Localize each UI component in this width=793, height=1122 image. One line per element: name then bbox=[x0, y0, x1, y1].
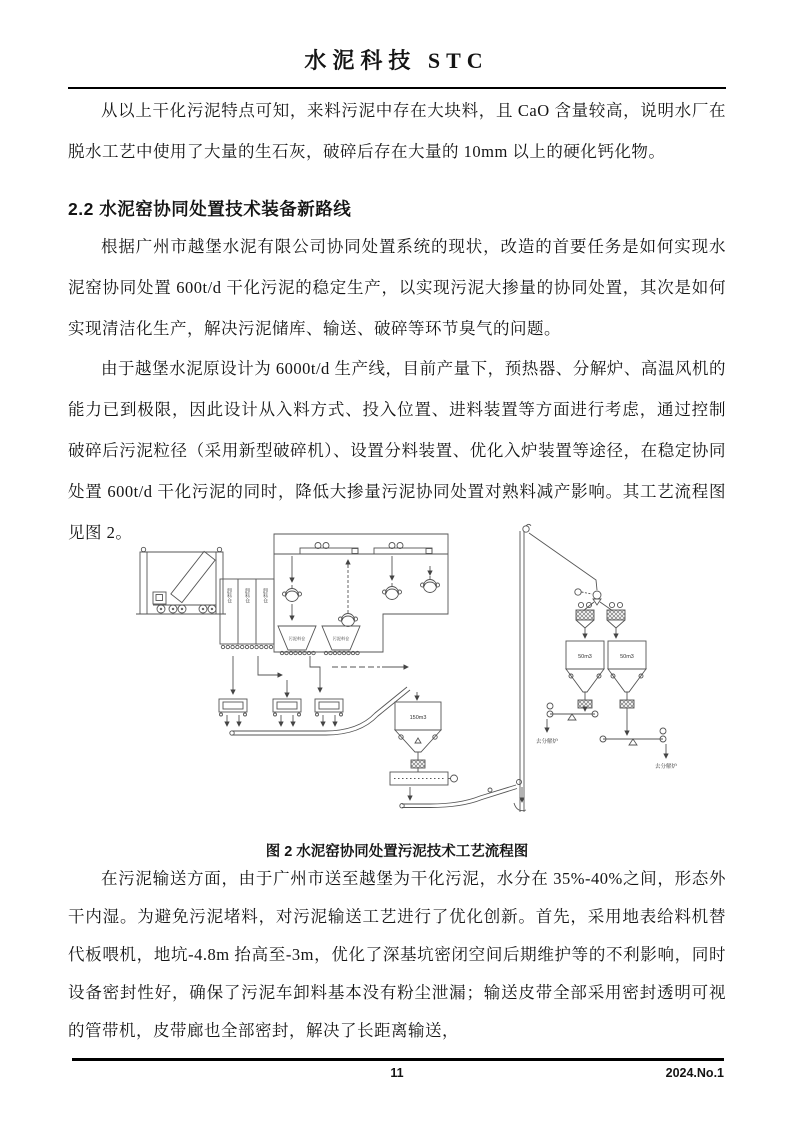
bin-label-1: 卸料仓 bbox=[226, 588, 232, 603]
footer bbox=[68, 1066, 726, 1082]
splitter-and-silos bbox=[529, 533, 646, 735]
bin-label-3: 卸料仓 bbox=[262, 588, 268, 603]
silo50-label-1: 50m3 bbox=[578, 654, 592, 660]
hopper-label-2: 污泥料仓 bbox=[332, 636, 350, 641]
figure-2 bbox=[120, 522, 740, 834]
to-calciner-label-2: 去分解炉 bbox=[654, 764, 678, 770]
pipe-conveyor-1 bbox=[230, 687, 410, 735]
silo150-label: 150m3 bbox=[409, 715, 427, 721]
screw-conveyor-icons bbox=[221, 645, 272, 648]
bin-label-2: 卸料仓 bbox=[244, 588, 250, 603]
transfer-arrows bbox=[233, 656, 408, 697]
calciner-feed-belts bbox=[536, 703, 678, 770]
content-column bbox=[68, 0, 726, 1122]
crane-bridge-1 bbox=[300, 548, 358, 554]
header-rule bbox=[68, 87, 726, 89]
figure-caption: 图 2 水泥窑协同处置污泥技术工艺流程图 bbox=[265, 844, 529, 860]
hopper-label-1: 污泥料仓 bbox=[288, 636, 306, 641]
footer-rule bbox=[72, 1058, 724, 1061]
grab-bucket-icons bbox=[283, 576, 440, 627]
unloading-bins bbox=[220, 579, 274, 649]
tipped-truck-bed bbox=[171, 551, 215, 602]
crane-bridge-2 bbox=[374, 548, 432, 554]
bucket-elevator-tower bbox=[514, 524, 531, 812]
to-calciner-label-1: 去分解炉 bbox=[535, 739, 559, 745]
buffer-hopper-150m3 bbox=[390, 692, 458, 800]
paragraph-1: 从以上干化污泥特点可知，来料污泥中存在大块料，且 CaO 含量较高，说明水厂在脱水工艺中使用了大量的生石灰，破碎后存在大量的 10mm 以上的硬化钙化物。 bbox=[68, 101, 726, 161]
silo50-label-2: 50m3 bbox=[620, 654, 634, 660]
paragraph-2: 根据广州市越堡水泥有限公司协同处置系统的现状，改造的首要任务是如何实现水泥窑协同处置 600t/d 干化污泥的稳定生产，以实现污泥大掺量的协同处置，其次是如何实现清洁化生产，解决污泥储库、输送、破碎等环节臭气的问题。 bbox=[68, 237, 726, 338]
page-number: 11 bbox=[390, 1066, 404, 1080]
journal-title: 水泥科技 STC bbox=[304, 48, 489, 73]
process-flow-diagram bbox=[120, 522, 740, 834]
paragraph-3: 由于越堡水泥原设计为 6000t/d 生产线，目前产量下，预热器、分解炉、高温风机的能力已到极限，因此设计从入料方式、投入位置、进料装置等方面进行考虑，通过控制破碎后污泥粒径（采用新型破碎机）、设置分料装置、优化入炉装置等途径，在稳定协同处置 600t/d 干化污泥的同时，降低大掺量污泥协同处置对熟料减产影响。其工艺流程图见图 2。 bbox=[68, 359, 726, 542]
sludge-storage-hall bbox=[274, 534, 448, 655]
paragraph-4: 在污泥输送方面，由于广州市送至越堡为干化污泥，水分在 35%-40%之间，形态外干内湿。为避免污泥堵料，对污泥输送工艺进行了优化创新。首先，采用地表给料机替代板喂机，地坑-4.8m 抬高至-3m，优化了深基坑密闭空间后期维护等的不利影响，同时设备密封性好，确保了污泥车卸料基本没有粉尘泄漏；输送皮带全部采用密封透明可视的管带机，皮带廊也全部密封，解决了长距离输送， bbox=[68, 869, 726, 1040]
pipe-conveyor-2 bbox=[400, 780, 522, 808]
issue-number: 2024.No.1 bbox=[665, 1066, 724, 1080]
crusher-icons bbox=[219, 699, 343, 726]
section-heading: 2.2 水泥窑协同处置技术装备新路线 bbox=[68, 199, 352, 219]
truck-cab bbox=[153, 592, 166, 604]
truck-unloading-hall bbox=[136, 547, 226, 614]
